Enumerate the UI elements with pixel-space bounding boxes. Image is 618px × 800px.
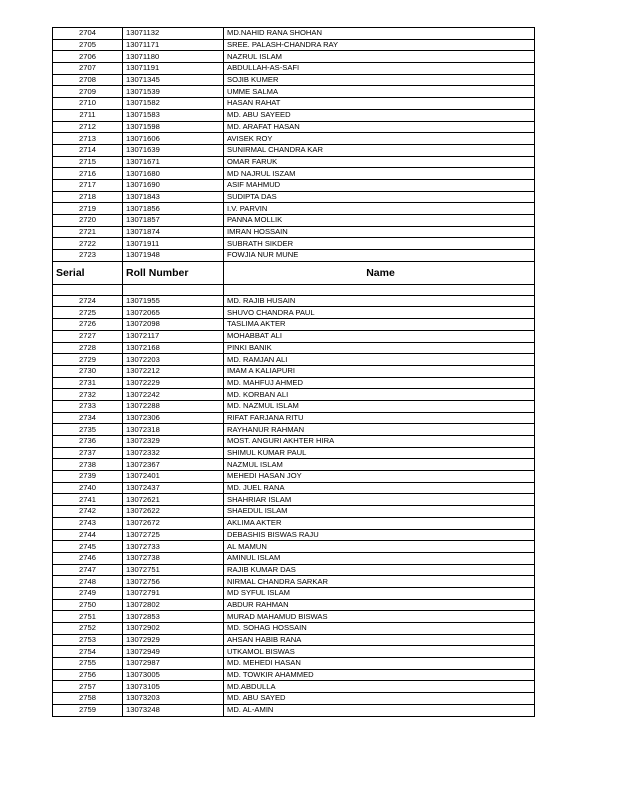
- serial-cell: 2749: [53, 587, 123, 599]
- name-cell: NAZRUL ISLAM: [224, 51, 535, 63]
- serial-cell: 2709: [53, 86, 123, 98]
- table-row: [53, 51, 535, 63]
- name-cell: MD. ABU SAYED: [224, 693, 535, 705]
- name-cell: AKLIMA AKTER: [224, 517, 535, 529]
- serial-cell: 2741: [53, 494, 123, 506]
- serial-cell: 2737: [53, 447, 123, 459]
- roll-number-cell: 13072987: [123, 658, 224, 670]
- serial-cell: 2747: [53, 564, 123, 576]
- serial-cell: 2742: [53, 506, 123, 518]
- roll-number-cell: 13072929: [123, 634, 224, 646]
- table-row: [53, 354, 535, 366]
- table-row: [53, 74, 535, 86]
- name-cell: ASIF MAHMUD: [224, 179, 535, 191]
- name-cell: MOHABBAT ALI: [224, 330, 535, 342]
- roll-number-cell: 13072329: [123, 436, 224, 448]
- name-cell: MD. TOWKIR AHAMMED: [224, 669, 535, 681]
- name-cell: MD. MEHEDI HASAN: [224, 658, 535, 670]
- name-cell: HASAN RAHAT: [224, 98, 535, 110]
- name-cell: MD. RAMJAN ALI: [224, 354, 535, 366]
- serial-cell: 2740: [53, 482, 123, 494]
- header-serial: Serial: [53, 261, 123, 284]
- name-cell: UMME SALMA: [224, 86, 535, 98]
- serial-cell: 2711: [53, 109, 123, 121]
- table-row: [53, 494, 535, 506]
- name-cell: MD SYFUL ISLAM: [224, 587, 535, 599]
- name-cell: ABDULLAH-AS-SAFI: [224, 63, 535, 75]
- roll-number-cell: 13072751: [123, 564, 224, 576]
- name-cell: MEHEDI HASAN JOY: [224, 471, 535, 483]
- header-name: Name: [224, 261, 535, 284]
- roll-number-cell: 13072437: [123, 482, 224, 494]
- table-row: [53, 28, 535, 40]
- table-row: [53, 215, 535, 227]
- table-row: [53, 203, 535, 215]
- serial-cell: 2707: [53, 63, 123, 75]
- serial-cell: 2713: [53, 133, 123, 145]
- roll-list-table: [52, 27, 535, 717]
- table-row: [53, 482, 535, 494]
- roll-number-cell: 13071857: [123, 215, 224, 227]
- serial-cell: 2746: [53, 552, 123, 564]
- serial-cell: 2719: [53, 203, 123, 215]
- serial-cell: 2738: [53, 459, 123, 471]
- roll-number-cell: 13073005: [123, 669, 224, 681]
- table-row: [53, 471, 535, 483]
- roll-number-cell: 13073203: [123, 693, 224, 705]
- name-cell: FOWJIA NUR MUNE: [224, 250, 535, 262]
- table-row: [53, 529, 535, 541]
- roll-number-cell: 13072738: [123, 552, 224, 564]
- name-cell: PINKI BANIK: [224, 342, 535, 354]
- name-cell: ABDUR RAHMAN: [224, 599, 535, 611]
- roll-number-cell: 13072332: [123, 447, 224, 459]
- serial-cell: 2714: [53, 144, 123, 156]
- roll-number-cell: 13072098: [123, 319, 224, 331]
- table-row: [53, 587, 535, 599]
- table-row: [53, 704, 535, 716]
- serial-cell: 2732: [53, 389, 123, 401]
- table-row: [53, 133, 535, 145]
- serial-cell: 2731: [53, 377, 123, 389]
- table-row: [53, 98, 535, 110]
- name-cell: I.V. PARVIN: [224, 203, 535, 215]
- serial-cell: 2750: [53, 599, 123, 611]
- name-cell: IMRAN HOSSAIN: [224, 226, 535, 238]
- table-row: [53, 599, 535, 611]
- name-cell: MD. ARAFAT HASAN: [224, 121, 535, 133]
- name-cell: MD. MAHFUJ AHMED: [224, 377, 535, 389]
- serial-cell: 2705: [53, 39, 123, 51]
- table-row: [53, 377, 535, 389]
- roll-number-cell: 13071680: [123, 168, 224, 180]
- serial-cell: 2726: [53, 319, 123, 331]
- header-row: [53, 261, 535, 284]
- roll-number-cell: 13072401: [123, 471, 224, 483]
- roll-number-cell: 13071639: [123, 144, 224, 156]
- roll-number-cell: 13071843: [123, 191, 224, 203]
- name-cell: NAZMUL ISLAM: [224, 459, 535, 471]
- name-cell: RAJIB KUMAR DAS: [224, 564, 535, 576]
- table-row: [53, 330, 535, 342]
- roll-number-cell: 13072306: [123, 412, 224, 424]
- name-cell: AMINUL ISLAM: [224, 552, 535, 564]
- roll-number-cell: 13072621: [123, 494, 224, 506]
- serial-cell: 2708: [53, 74, 123, 86]
- roll-number-cell: 13072802: [123, 599, 224, 611]
- roll-number-cell: 13071606: [123, 133, 224, 145]
- table-row: [53, 424, 535, 436]
- table-row: [53, 238, 535, 250]
- name-cell: MD.ABDULLA: [224, 681, 535, 693]
- table-row: [53, 342, 535, 354]
- name-cell: MD. KORBAN ALI: [224, 389, 535, 401]
- roll-number-cell: 13071539: [123, 86, 224, 98]
- table-row: [53, 658, 535, 670]
- roll-number-cell: 13072902: [123, 623, 224, 635]
- serial-cell: 2728: [53, 342, 123, 354]
- name-cell: MD. ABU SAYEED: [224, 109, 535, 121]
- roll-number-cell: 13071180: [123, 51, 224, 63]
- serial-cell: 2724: [53, 295, 123, 307]
- serial-cell: 2735: [53, 424, 123, 436]
- roll-number-cell: 13072242: [123, 389, 224, 401]
- name-cell: MD. AL-AMIN: [224, 704, 535, 716]
- roll-number-cell: 13071582: [123, 98, 224, 110]
- name-cell: MD. RAJIB HUSAIN: [224, 295, 535, 307]
- roll-number-cell: 13072672: [123, 517, 224, 529]
- roll-number-cell: 13072203: [123, 354, 224, 366]
- name-cell: DEBASHIS BISWAS RAJU: [224, 529, 535, 541]
- table-row: [53, 121, 535, 133]
- name-cell: SREE. PALASH-CHANDRA RAY: [224, 39, 535, 51]
- roll-number-cell: 13072853: [123, 611, 224, 623]
- name-cell: MD. NAZMUL ISLAM: [224, 400, 535, 412]
- name-cell: RIFAT FARJANA RITU: [224, 412, 535, 424]
- table-row: [53, 669, 535, 681]
- table-row: [53, 319, 535, 331]
- roll-number-cell: 13071598: [123, 121, 224, 133]
- serial-cell: 2752: [53, 623, 123, 635]
- name-cell: MD NAJRUL ISZAM: [224, 168, 535, 180]
- serial-cell: 2744: [53, 529, 123, 541]
- serial-cell: 2739: [53, 471, 123, 483]
- name-cell: MD.NAHID RANA SHOHAN: [224, 28, 535, 40]
- table-row: [53, 86, 535, 98]
- table-row: [53, 226, 535, 238]
- table-header: [53, 261, 535, 295]
- table-row: [53, 611, 535, 623]
- table-row: [53, 646, 535, 658]
- serial-cell: 2748: [53, 576, 123, 588]
- table-row: [53, 389, 535, 401]
- table-row: [53, 517, 535, 529]
- serial-cell: 2729: [53, 354, 123, 366]
- serial-cell: 2755: [53, 658, 123, 670]
- roll-number-cell: 13072229: [123, 377, 224, 389]
- roll-number-cell: 13073105: [123, 681, 224, 693]
- name-cell: MD. JUEL RANA: [224, 482, 535, 494]
- serial-cell: 2712: [53, 121, 123, 133]
- roll-number-cell: 13072791: [123, 587, 224, 599]
- roll-number-cell: 13071132: [123, 28, 224, 40]
- serial-cell: 2754: [53, 646, 123, 658]
- roll-number-cell: 13071955: [123, 295, 224, 307]
- table-row: [53, 365, 535, 377]
- header-roll-number: Roll Number: [123, 261, 224, 284]
- table-row: [53, 552, 535, 564]
- serial-cell: 2722: [53, 238, 123, 250]
- name-cell: SUNIRMAL CHANDRA KAR: [224, 144, 535, 156]
- table-row: [53, 506, 535, 518]
- roll-number-cell: 13072168: [123, 342, 224, 354]
- table-row: [53, 109, 535, 121]
- serial-cell: 2716: [53, 168, 123, 180]
- roll-number-cell: 13071690: [123, 179, 224, 191]
- table-row: [53, 576, 535, 588]
- spacer-cell: [224, 284, 535, 295]
- serial-cell: 2730: [53, 365, 123, 377]
- name-cell: SHAHRIAR ISLAM: [224, 494, 535, 506]
- table-body-top: [53, 28, 535, 262]
- name-cell: NIRMAL CHANDRA SARKAR: [224, 576, 535, 588]
- name-cell: SUDIPTA DAS: [224, 191, 535, 203]
- roll-number-cell: 13071583: [123, 109, 224, 121]
- name-cell: OMAR FARUK: [224, 156, 535, 168]
- serial-cell: 2723: [53, 250, 123, 262]
- name-cell: MOST. ANGURI AKHTER HIRA: [224, 436, 535, 448]
- table-row: [53, 39, 535, 51]
- serial-cell: 2721: [53, 226, 123, 238]
- roll-number-cell: 13072949: [123, 646, 224, 658]
- serial-cell: 2734: [53, 412, 123, 424]
- table-row: [53, 179, 535, 191]
- table-row: [53, 436, 535, 448]
- name-cell: SHAEDUL ISLAM: [224, 506, 535, 518]
- roll-number-cell: 13071874: [123, 226, 224, 238]
- serial-cell: 2715: [53, 156, 123, 168]
- table-row: [53, 412, 535, 424]
- table-body-bottom: [53, 295, 535, 716]
- roll-number-cell: 13071671: [123, 156, 224, 168]
- name-cell: AL MAMUN: [224, 541, 535, 553]
- table-row: [53, 681, 535, 693]
- table-row: [53, 168, 535, 180]
- serial-cell: 2743: [53, 517, 123, 529]
- roll-number-cell: 13072117: [123, 330, 224, 342]
- name-cell: TASLIMA AKTER: [224, 319, 535, 331]
- table-row: [53, 307, 535, 319]
- table-row: [53, 63, 535, 75]
- table-row: [53, 459, 535, 471]
- serial-cell: 2759: [53, 704, 123, 716]
- serial-cell: 2704: [53, 28, 123, 40]
- roll-number-cell: 13071171: [123, 39, 224, 51]
- serial-cell: 2756: [53, 669, 123, 681]
- name-cell: AVISEK ROY: [224, 133, 535, 145]
- name-cell: AHSAN HABIB RANA: [224, 634, 535, 646]
- serial-cell: 2736: [53, 436, 123, 448]
- name-cell: UTKAMOL BISWAS: [224, 646, 535, 658]
- table-row: [53, 156, 535, 168]
- roll-number-cell: 13072288: [123, 400, 224, 412]
- roll-number-cell: 13072318: [123, 424, 224, 436]
- serial-cell: 2718: [53, 191, 123, 203]
- name-cell: RAYHANUR RAHMAN: [224, 424, 535, 436]
- name-cell: MURAD MAHAMUD BISWAS: [224, 611, 535, 623]
- name-cell: IMAM A KALIAPURI: [224, 365, 535, 377]
- name-cell: PANNA MOLLIK: [224, 215, 535, 227]
- serial-cell: 2727: [53, 330, 123, 342]
- table-row: [53, 295, 535, 307]
- roll-number-cell: 13072065: [123, 307, 224, 319]
- serial-cell: 2753: [53, 634, 123, 646]
- table-row: [53, 447, 535, 459]
- roll-number-cell: 13071191: [123, 63, 224, 75]
- name-cell: SHIMUL KUMAR PAUL: [224, 447, 535, 459]
- serial-cell: 2710: [53, 98, 123, 110]
- table-row: [53, 564, 535, 576]
- spacer-cell: [53, 284, 123, 295]
- roll-number-cell: 13072725: [123, 529, 224, 541]
- name-cell: SUBRATH SIKDER: [224, 238, 535, 250]
- name-cell: SOJIB KUMER: [224, 74, 535, 86]
- table-row: [53, 191, 535, 203]
- serial-cell: 2745: [53, 541, 123, 553]
- spacer-row: [53, 284, 535, 295]
- roll-number-cell: 13072733: [123, 541, 224, 553]
- roll-number-cell: 13072756: [123, 576, 224, 588]
- roll-number-cell: 13072367: [123, 459, 224, 471]
- serial-cell: 2757: [53, 681, 123, 693]
- name-cell: SHUVO CHANDRA PAUL: [224, 307, 535, 319]
- roll-number-cell: 13072212: [123, 365, 224, 377]
- roll-number-cell: 13071345: [123, 74, 224, 86]
- roll-number-cell: 13073248: [123, 704, 224, 716]
- table-row: [53, 144, 535, 156]
- spacer-cell: [123, 284, 224, 295]
- roll-number-cell: 13072622: [123, 506, 224, 518]
- serial-cell: 2751: [53, 611, 123, 623]
- name-cell: MD. SOHAG HOSSAIN: [224, 623, 535, 635]
- table-row: [53, 634, 535, 646]
- serial-cell: 2706: [53, 51, 123, 63]
- roll-number-cell: 13071911: [123, 238, 224, 250]
- serial-cell: 2733: [53, 400, 123, 412]
- serial-cell: 2725: [53, 307, 123, 319]
- serial-cell: 2720: [53, 215, 123, 227]
- serial-cell: 2717: [53, 179, 123, 191]
- table-row: [53, 250, 535, 262]
- roll-number-cell: 13071948: [123, 250, 224, 262]
- table-row: [53, 693, 535, 705]
- roll-number-cell: 13071856: [123, 203, 224, 215]
- table-row: [53, 623, 535, 635]
- table-row: [53, 541, 535, 553]
- table-row: [53, 400, 535, 412]
- serial-cell: 2758: [53, 693, 123, 705]
